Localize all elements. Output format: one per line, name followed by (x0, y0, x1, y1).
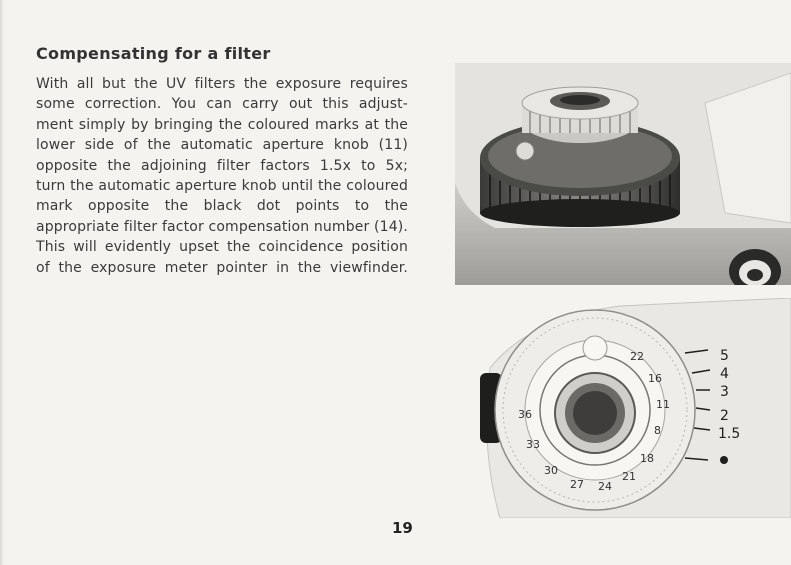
ring-number: 36 (518, 408, 532, 421)
body-paragraph (36, 74, 408, 278)
factor-label: 1.5 (718, 426, 741, 442)
paragraph-line: turn the automatic aperture knob until the coloured (36, 178, 408, 195)
filter-dial-illustration (470, 298, 791, 518)
filter-dial-photo (470, 298, 791, 518)
ring-number: 33 (526, 438, 540, 451)
paragraph-line: appropriate filter factor compensation number (14). (36, 218, 408, 235)
paragraph-line: opposite the adjoining filter factors 1.5x to 5x; (36, 157, 408, 174)
section-heading: Compensating for a filter (36, 44, 271, 63)
factor-label: 5 (720, 348, 729, 364)
factor-label: 3 (720, 384, 729, 400)
ring-number: 24 (598, 480, 612, 493)
aperture-knob-photo (455, 63, 791, 285)
paragraph-line: mark opposite the black dot points to the (36, 198, 408, 215)
factor-label: 4 (720, 366, 729, 382)
scan-edge (0, 0, 4, 565)
aperture-number: 11 (656, 398, 670, 411)
aperture-number: 8 (654, 424, 661, 437)
paragraph-line: lower side of the automatic aperture knob (11) (36, 137, 408, 154)
factor-label: 2 (720, 408, 729, 424)
aperture-knob-illustration (455, 63, 791, 285)
ring-number: 30 (544, 464, 558, 477)
ring-number: 27 (570, 478, 584, 491)
aperture-number: 16 (648, 372, 662, 385)
page-number: 19 (392, 519, 413, 537)
aperture-number: 22 (630, 350, 644, 363)
ring-number: 18 (640, 452, 654, 465)
ring-number: 21 (622, 470, 636, 483)
paragraph-line: some correction. You can carry out this adjust- (36, 96, 408, 113)
paragraph-line: With all but the UV filters the exposure requires (36, 76, 408, 92)
paragraph-line: This will evidently upset the coincidence position (36, 239, 408, 256)
paragraph-line: of the exposure meter pointer in the viewfinder. (36, 259, 408, 276)
paragraph-line: ment simply by bringing the coloured marks at the (36, 116, 408, 133)
black-dot-icon (720, 456, 728, 464)
